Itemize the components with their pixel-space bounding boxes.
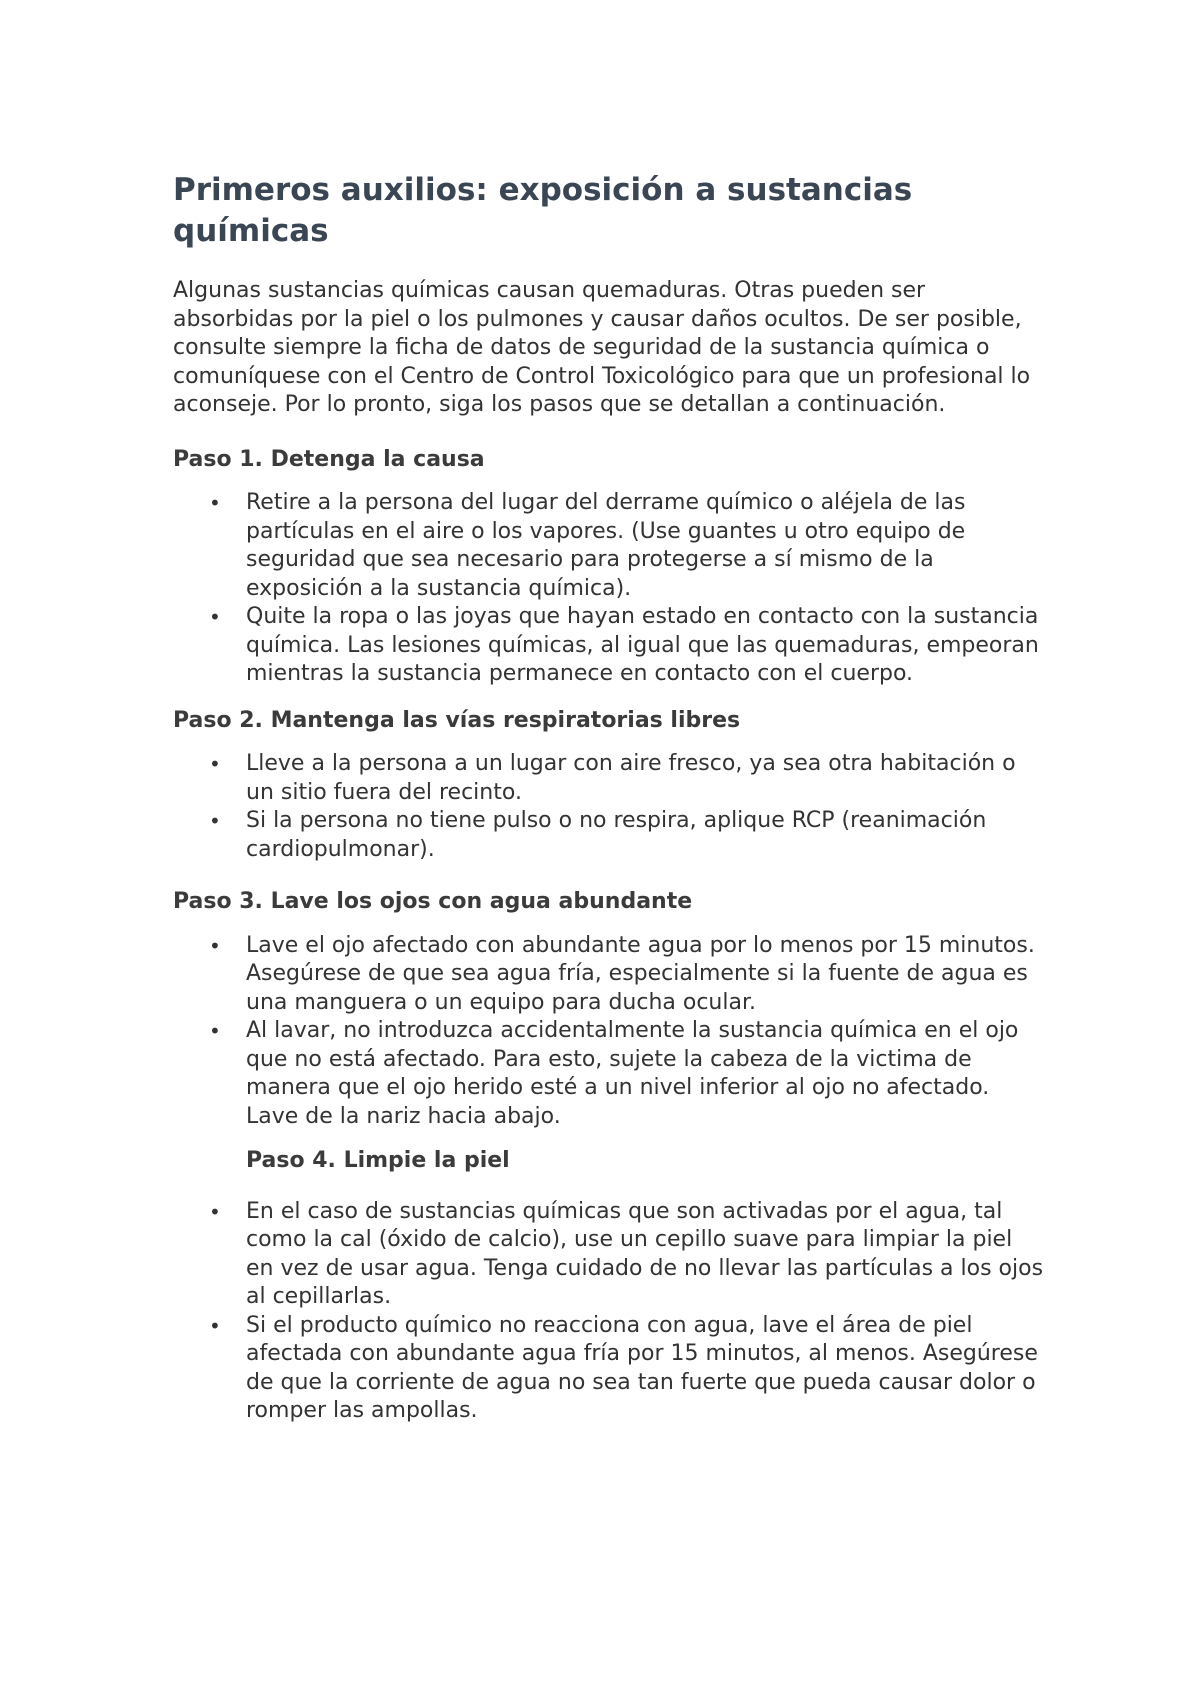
list-item-text: Lave el ojo afectado con abundante agua por lo menos por 15 minutos. Asegúrese de que sea agua fría, especialmente si la fuente de agua es una manguera o un equipo para ducha ocular. xyxy=(246,932,1035,1015)
step-1-heading: Paso 1. Detenga la causa xyxy=(173,446,485,472)
bullet-icon: • xyxy=(209,605,221,629)
list-item xyxy=(173,1312,1046,1426)
bullet-icon: • xyxy=(209,933,221,958)
list-item-text: Retire a la persona del lugar del derrame químico o aléjela de las partículas en el aire o los vapores. (Use guantes u otro equipo de seguridad que sea necesario para protegerse a sí mismo de la exposición a la sustancia química). xyxy=(246,490,966,601)
page-title: Primeros auxilios: exposición a sustancias químicas xyxy=(173,172,913,249)
list-item-text: Si el producto químico no reacciona con agua, lave el área de piel afectada con abundante agua fría por 15 minutos, al menos. Asegúrese de que la corriente de agua no sea tan fuerte que pueda causar dolor o romper las ampollas. xyxy=(246,1312,1038,1423)
bullet-icon: • xyxy=(209,491,221,515)
step-1-section xyxy=(173,446,1040,689)
list-item xyxy=(173,750,1046,807)
step-3-list xyxy=(173,932,1040,1132)
step-2-heading: Paso 2. Mantenga las vías respiratorias libres xyxy=(173,707,741,733)
bullet-icon: • xyxy=(209,752,221,776)
step-4-heading: Paso 4. Limpie la piel xyxy=(246,1148,510,1173)
list-item xyxy=(173,1017,1046,1131)
list-item xyxy=(173,489,1046,603)
intro-paragraph: Algunas sustancias químicas causan quemaduras. Otras pueden ser absorbidas por la piel o los pulmones y causar daños ocultos. De ser posible, consulte siempre la ficha de datos de seguridad de la sustancia química o comuníquese con el Centro de Control Toxicológico para que un profesional lo aconseje. Por lo pronto, siga los pasos que se detallan a continuación. xyxy=(173,278,1031,417)
list-item-text: Si la persona no tiene pulso o no respira, aplique RCP (reanimación cardiopulmonar). xyxy=(246,808,987,862)
step-2-list xyxy=(173,750,1040,864)
bullet-icon: • xyxy=(209,1019,221,1043)
step-1-list xyxy=(173,489,1040,689)
list-item-text: Al lavar, no introduzca accidentalmente la sustancia química en el ojo que no está afectado. Para esto, sujete la cabeza de la victima de manera que el ojo herido esté a un nivel inferior al ojo no afectado. Lave de la nariz hacia abajo. xyxy=(246,1018,1019,1129)
bullet-icon: • xyxy=(209,809,221,833)
list-item-text: Lleve a la persona a un lugar con aire fresco, ya sea otra habitación o un sitio fuera del recinto. xyxy=(246,751,1016,805)
step-2-section xyxy=(173,707,1040,865)
list-item xyxy=(173,1198,1046,1312)
list-item xyxy=(173,932,1046,1018)
list-item xyxy=(173,603,1046,689)
list-item xyxy=(173,807,1046,864)
bullet-icon: • xyxy=(209,1199,221,1224)
step-3-heading: Paso 3. Lave los ojos con agua abundante xyxy=(173,889,693,914)
step-4-section xyxy=(173,1147,1044,1426)
list-item-text: Quite la ropa o las joyas que hayan estado en contacto con la sustancia química. Las lesiones químicas, al igual que las quemaduras, empeoran mientras la sustancia permanece en contacto con el cuerpo. xyxy=(246,604,1039,686)
bullet-icon: • xyxy=(209,1313,221,1338)
list-item-text: En el caso de sustancias químicas que son activadas por el agua, tal como la cal (óxido de calcio), use un cepillo suave para limpiar la piel en vez de usar agua. Tenga cuidado de no llevar las partículas a los ojos al cepillarlas. xyxy=(246,1198,1044,1309)
step-3-section xyxy=(173,888,1040,1131)
step-4-list xyxy=(173,1198,1044,1426)
